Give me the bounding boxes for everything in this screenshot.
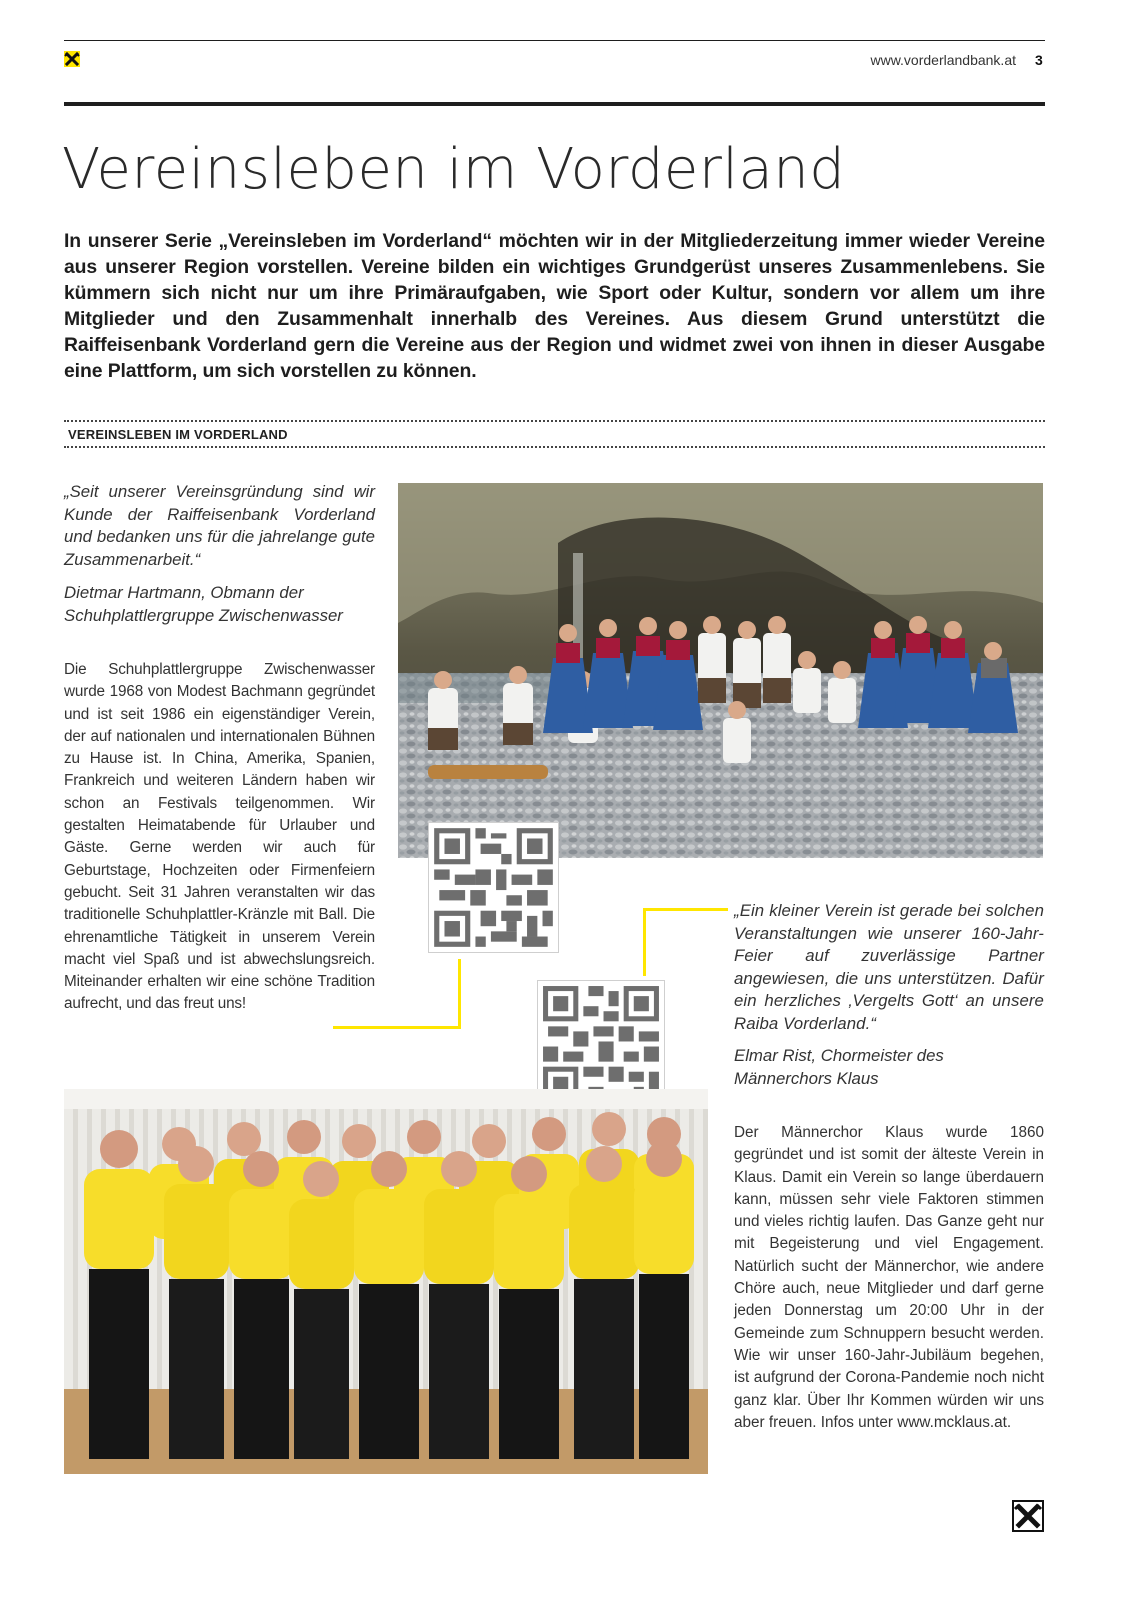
qr-code-icon: [429, 823, 558, 952]
photo-schuhplattlergruppe: [398, 483, 1043, 858]
connector-line-1-horizontal: [333, 1026, 461, 1029]
article1-body: Die Schuhplattlergruppe Zwischenwasser wurde 1968 von Modest Bachmann gegründet und ist seit 1986 ein eigenständiger Verein, der auf nationalen und internationalen Bühnen zu Hause ist. In China, Amerika, Spanien, Frankreich und weiteren Ländern haben wir schon an Festivals teilgenommen. Wir gestalten Heimatabende für Urlauber und Gäste. Gerne werden wir auch für Geburtstage, Hochzeiten oder Firmenfeiern gebucht. Seit 31 Jahren veranstalten wir das traditionelle Schuhplattler-Kränzle mit Ball. Die ehrenamtliche Tätigkeit in unserem Verein macht viel Spaß und ist abwechslungsreich. Miteinander erhalten wir eine schöne Tradition aufrecht, und das freut uns!: [64, 661, 375, 1013]
header-url[interactable]: www.vorderlandbank.at: [870, 52, 1016, 68]
intro-paragraph: In unserer Serie „Vereinsleben im Vorderland“ möchten wir in der Mitgliederzeitung immer wieder Vereine aus unserer Region vorstellen. Vereine bilden ein wichtiges Grundgerüst unseres Zusammenlebens. Sie kümmern sich nicht nur um ihre Primäraufgaben, wie Sport oder Kultur, sondern vor allem um ihre Mitglieder und den Zusammenhalt innerhalb des Vereines. Aus diesem Grund unterstützt die Raiffeisenbank Vorderland gern die Vereine aus der Region und widmet zwei von ihnen in dieser Ausgabe eine Plattform, um sich vorstellen zu können.: [64, 230, 1045, 382]
page-number: 3: [1035, 52, 1043, 68]
title-rule: [64, 102, 1045, 106]
article2-text: [734, 900, 1044, 1434]
article2-author: Elmar Rist, Chormeister des Männerchors Klaus: [734, 1046, 944, 1088]
photo-maennerchor-klaus: [64, 1089, 708, 1474]
maennerchor-group-illustration: [64, 1089, 708, 1474]
connector-line-1-vertical: [458, 959, 461, 1029]
raiffeisen-gable-cross-icon: [1012, 1500, 1044, 1532]
raiffeisen-logo-icon: [64, 51, 80, 67]
article1-quote: „Seit unserer Vereinsgründung sind wir Kunde der Raiffeisenbank Vorderland und bedanken uns für die jahrelange gute Zusammenarbeit.“: [64, 482, 375, 569]
article1-author: Dietmar Hartmann, Obmann der Schuhplattlergruppe Zwischenwasser: [64, 583, 343, 625]
article2-quote: „Ein kleiner Verein ist gerade bei solchen Veranstaltungen wie unserer 160-Jahr-Feier auf zuverlässige Partner angewiesen, die uns unterstützen. Dafür ein herzliches ‚Vergelts Gott‘ an unsere Raiba Vorderland.“: [734, 901, 1044, 1033]
page-title: Vereinsleben im Vorderland: [62, 137, 846, 202]
section-label: VEREINSLEBEN IM VORDERLAND: [68, 427, 288, 442]
dotted-divider-bottom: [64, 446, 1045, 448]
connector-line-2-vertical: [643, 908, 646, 976]
dotted-divider-top: [64, 420, 1045, 422]
header-rule: [64, 40, 1045, 41]
connector-line-2-horizontal: [643, 908, 728, 911]
article2-body: Der Männerchor Klaus wurde 1860 gegründet und ist somit der älteste Verein in Klaus. Damit ein Verein so lange überdauern kann, müssen sehr viele Faktoren stimmen und vieles richtig laufen. Das Ganze geht nur mit Begeisterung und viel Engagement. Natürlich sucht der Männerchor, wie andere Chöre auch, neue Mitglieder und darf gerne jeden Donnerstag um 20:00 Uhr in der Gemeinde zum Schnuppern besucht werden. Wie wir unser 160-Jahr-Jubiläum begehen, ist aufgrund der Corona-Pandemie noch nicht ganz klar. Über Ihr Kommen würden wir uns aber freuen. Infos unter www.mcklaus.at.: [734, 1124, 1044, 1431]
article1-text: [64, 481, 375, 1016]
schuhplattler-group-illustration: [398, 483, 1043, 858]
qr-code-1[interactable]: [428, 822, 559, 953]
